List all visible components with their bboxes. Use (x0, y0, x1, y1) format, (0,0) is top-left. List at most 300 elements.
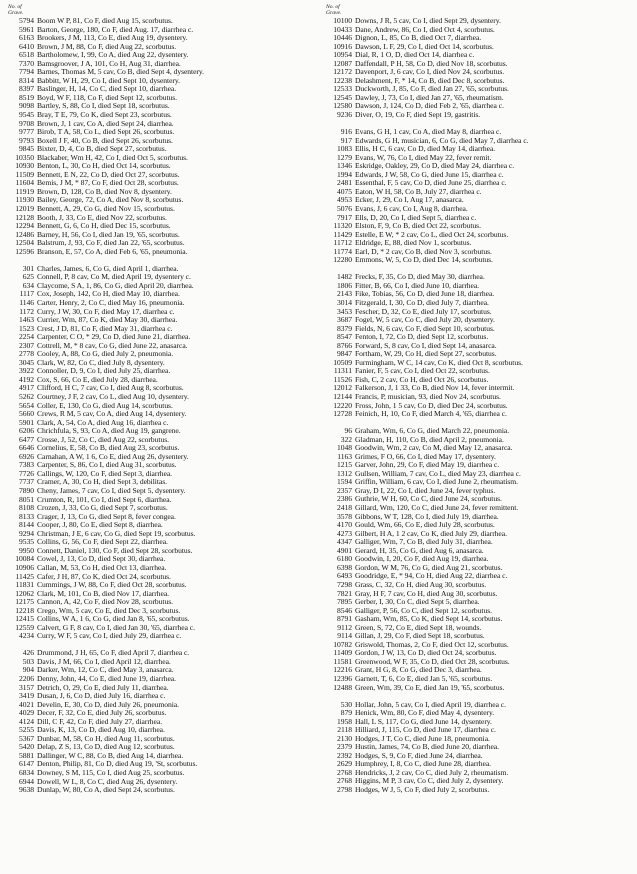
grave-number: 7737 (19, 478, 34, 487)
record-text: Francis, P, musician, 93, died Nov 24, scorbutus. (355, 392, 501, 401)
record-text: Downs, J R, 5 cav, Co I, died Sept 29, dysentery. (355, 17, 501, 25)
grave-number: 4021 (19, 700, 34, 709)
record-text: Evans, J, 6 cav, Co I, Aug 8, diarrhea. (355, 204, 468, 213)
burial-record (322, 393, 634, 402)
grave-number: 12596 (15, 247, 34, 256)
grave-number: 5255 (19, 726, 34, 735)
grave-number: 10446 (333, 34, 352, 43)
grave-number: 426 (22, 649, 34, 658)
burial-record (322, 649, 634, 658)
burial-record (4, 487, 316, 496)
burial-record (4, 51, 316, 60)
grave-number: 3045 (19, 358, 34, 367)
record-text: Brown, D, 128, Co B, died Nov 8, dysentery. (37, 187, 172, 196)
letter-section (4, 649, 316, 794)
burial-record (4, 555, 316, 564)
grave-number: 12559 (15, 623, 34, 632)
record-text: Edwards, G H, musician, 6, Co G, died May 7, diarrhea c. (355, 136, 529, 145)
grave-number: 12294 (15, 222, 34, 231)
grave-number: 625 (22, 273, 34, 282)
grave-number: 5367 (19, 734, 34, 743)
burial-record (322, 137, 634, 146)
section-gap (322, 265, 634, 274)
burial-record (322, 17, 634, 26)
grave-number: 9708 (19, 119, 34, 128)
burial-record (322, 367, 634, 376)
grave-number: 10954 (333, 51, 352, 60)
grave-number: 2798 (337, 786, 352, 795)
grave-number: 9950 (19, 546, 34, 555)
burial-record (322, 316, 634, 325)
grave-number-header (8, 4, 38, 17)
grave-number: 6206 (19, 427, 34, 436)
record-text: Bennett, A, 29, Co G, died Nov 15, scorbutus. (37, 205, 175, 214)
burial-record (322, 359, 634, 368)
record-text: Grimes, F O, 66, Co I, died May 17, dysentery. (355, 452, 496, 461)
burial-record (322, 51, 634, 60)
header-line-1: No. of (8, 4, 22, 10)
grave-number: 4273 (337, 529, 352, 538)
burial-record (4, 684, 316, 693)
burial-record (322, 171, 634, 180)
burial-record (4, 427, 316, 436)
record-text: Bray, T E, 79, Co K, died Sept 23, scorbutus. (37, 111, 172, 120)
grave-number: 12062 (15, 589, 34, 598)
burial-record (322, 205, 634, 214)
record-text: Gordon, W M, 76, Co G, died Aug 21, scorbutus. (355, 563, 503, 572)
burial-record (322, 427, 634, 436)
burial-record (322, 521, 634, 530)
grave-number: 11409 (333, 649, 352, 658)
grave-number: 904 (22, 666, 34, 675)
burial-record (4, 760, 316, 769)
record-text: Evans, W, 76, Co I, died May 22, fever remit. (355, 153, 492, 162)
grave-number: 634 (22, 281, 34, 290)
right-column (322, 4, 634, 795)
grave-number: 8519 (19, 93, 34, 102)
grave-number: 7890 (19, 487, 34, 496)
record-text: Clark, A, 54, Co A, died Aug 16, diarrhea c. (37, 418, 169, 427)
grave-number: 4075 (337, 187, 352, 196)
burial-record (322, 607, 634, 616)
burial-record (4, 478, 316, 487)
record-text: Crest, J D, 81, Co F, died May 31, diarrhea c. (37, 324, 173, 333)
grave-number: 6147 (19, 760, 34, 769)
grave-number: 8051 (19, 495, 34, 504)
record-text: Henick, Wm, 80, Co F, died May 4, dysentery. (355, 709, 495, 718)
burial-record (322, 222, 634, 231)
grave-number: 1958 (337, 717, 352, 726)
record-text: Fike, Tobias, 56, Co D, died June 18, diarrhea. (355, 290, 495, 299)
record-text: Elston, F, 9, Co B, died Oct 22, scorbutus. (355, 222, 481, 231)
record-text: Eskridge, Oakley, 29, Co D, died May 24, diarrhea c. (355, 162, 515, 171)
grave-number: 5654 (19, 401, 34, 410)
section-gap (4, 256, 316, 265)
grave-number: 6398 (337, 563, 352, 572)
record-text: Hodges, S, 9, Co F, died June 24, diarrhea. (355, 751, 483, 760)
burial-record (4, 222, 316, 231)
grave-number: 12218 (15, 606, 34, 615)
burial-record (4, 120, 316, 129)
grave-number: 2130 (337, 734, 352, 743)
burial-record (4, 196, 316, 205)
burial-record (322, 624, 634, 633)
burial-record (4, 145, 316, 154)
record-text: Courtney, J F, 2 cav, Co L, died Aug 10, dysentery. (37, 393, 189, 402)
record-text: Benton, L, 30, Co H, died Oct 14, scorbutus. (37, 162, 171, 171)
burial-record (4, 376, 316, 385)
burial-record (322, 333, 634, 342)
burial-record (322, 34, 634, 43)
grave-number: 9112 (337, 623, 352, 632)
record-text: Dial, R, 1 O, D, died Oct 14, diarrhea c. (355, 51, 475, 60)
record-text: Davis, J M, 66, Co I, died April 12, diarrhea. (37, 657, 171, 666)
grave-number: 9793 (19, 136, 34, 145)
burial-record (322, 735, 634, 744)
record-text: Diver, O, 19, Co F, died Sept 19, gastritis. (355, 111, 481, 120)
record-text: Booth, J, 33, Co E, died Nov 22, scorbutus. (37, 213, 167, 222)
grave-number: 10100 (333, 17, 352, 25)
burial-record (322, 641, 634, 650)
burial-record (322, 495, 634, 504)
section-gap (4, 641, 316, 650)
burial-record (322, 769, 634, 778)
burial-record (322, 68, 634, 77)
record-text: Curry, J W, 30, Co F, died May 17, diarrhea c. (37, 307, 175, 316)
grave-number: 12238 (333, 76, 352, 85)
record-text: Daffendall, P H, 58, Co D, died Nov 18, scorbutus. (355, 59, 508, 68)
record-text: Galliger, P, 56, Co C, died Sept 12, scorbutus. (355, 606, 492, 615)
grave-number: 12216 (333, 666, 352, 675)
record-text: Fescher, D, 32, Co E, died July 17, scorbutus. (355, 307, 492, 316)
record-text: Gordon, J W, 13, Co D, died Oct 24, scorbutus. (355, 649, 497, 658)
burial-record (4, 709, 316, 718)
record-text: Clark, M, 101, Co B, died Nov 17, diarrhea. (37, 589, 169, 598)
grave-number: 8314 (19, 76, 34, 85)
burial-record (4, 162, 316, 171)
record-text: Crews, R M, 5 cav, Co A, died Aug 14, dysentery. (37, 410, 187, 419)
record-text: Gerard, H, 35, Co G, died Aug 6, anasarca. (355, 546, 484, 555)
burial-record (322, 214, 634, 223)
grave-number: 9545 (19, 111, 34, 120)
burial-record (322, 325, 634, 334)
record-text: Guthrie, W H, 60, Co C, died June 24, scorbutus. (355, 495, 502, 504)
grave-number: 4347 (337, 538, 352, 547)
record-text: Dowell, W L, 8, Co C, died Aug 26, dysentery. (37, 777, 178, 786)
record-text: Forward, S, 8 cav, Co I, died Sept 14, anasarca. (355, 341, 497, 350)
burial-record (4, 239, 316, 248)
burial-record (4, 607, 316, 616)
grave-number: 5901 (19, 418, 34, 427)
grave-number: 10350 (15, 153, 34, 162)
grave-number: 9847 (337, 350, 352, 359)
burial-record (4, 231, 316, 240)
record-text: Boom W P, 81, Co F, died Aug 15, scorbutus. (37, 17, 173, 25)
grave-number: 11604 (15, 179, 34, 188)
burial-record (322, 256, 634, 265)
grave-number: 12128 (15, 213, 34, 222)
record-text: Barton, George, 180, Co F, died Aug. 17, diarrhea c. (37, 25, 194, 34)
grave-number: 5961 (19, 25, 34, 34)
record-text: Feinich, H, 10, Co F, died March 4, '65, diarrhea c. (355, 410, 507, 419)
grave-number: 2254 (19, 333, 34, 342)
record-text: Davis, K, 13, Co D, died Aug 10, diarrhea. (37, 726, 165, 735)
burial-record (4, 701, 316, 710)
record-text: Cheny, James, 7 cav, Co I, died Sept 5, dysentery. (37, 487, 186, 496)
grave-number: 12087 (333, 59, 352, 68)
burial-record (4, 179, 316, 188)
grave-number: 12012 (333, 384, 352, 393)
grave-number: 8547 (337, 333, 352, 342)
grave-number: 6493 (337, 572, 352, 581)
grave-number: 4917 (19, 384, 34, 393)
grave-number: 2418 (337, 504, 352, 513)
grave-number: 12486 (15, 230, 34, 239)
record-text: Charles, James, 6, Co G, died April 1, diarrhea. (37, 264, 179, 273)
record-text: Crosse, J, 52, Co C, died Aug 22, scorbutus. (37, 435, 169, 444)
letter-section (4, 17, 316, 256)
burial-record (322, 701, 634, 710)
record-text: Cafer, J H, 87, Co K, died Oct 24, scorbutus. (37, 572, 171, 581)
grave-number: 1172 (19, 307, 34, 316)
burial-record (322, 273, 634, 282)
grave-number: 8766 (337, 341, 352, 350)
record-text: Calvert, G F, 8 cav, Co I, died Jan 30, '65, diarrhea c. (37, 623, 195, 632)
record-text: Fenton, I, 72, Co D, died Sept 12, scorbutus. (355, 333, 489, 342)
burial-record (4, 333, 316, 342)
grave-number: 7895 (337, 598, 352, 607)
record-text: Humphrey, I, 8, Co C, died June 28, diarrhea. (355, 760, 492, 769)
header-line-2: Grave. (326, 10, 342, 16)
burial-record (322, 684, 634, 693)
burial-record (322, 547, 634, 556)
grave-number: 12415 (15, 615, 34, 624)
record-text: Develin, E, 30, Co D, died July 26, pneumonia. (37, 700, 179, 709)
record-text: Dawson, J, 124, Co D, died Feb 2, '65, diarrhea c. (355, 102, 504, 111)
burial-record (322, 43, 634, 52)
burial-record (322, 487, 634, 496)
record-text: Dallinger, W C, 88, Co B, died Aug 14, diarrhea. (37, 751, 184, 760)
record-text: Gullsen, William, 7 cav, Co L, died May 23, diarrhea c. (355, 469, 521, 478)
record-text: Ellis, H C, 6 cav, Co D, died May 14, diarrhea. (355, 145, 496, 154)
grave-number: 2206 (19, 675, 34, 684)
section-gap (322, 419, 634, 428)
grave-number: 8791 (337, 615, 352, 624)
burial-record (4, 735, 316, 744)
grave-number: 10906 (15, 563, 34, 572)
grave-number: 2392 (337, 751, 352, 760)
burial-record (4, 581, 316, 590)
burial-record (322, 564, 634, 573)
record-text: Callan, M, 53, Co H, died Oct 13, diarrhea. (37, 563, 167, 572)
burial-record (4, 248, 316, 257)
record-text: Eaton, W H, 58, Co B, July 27, diarrhea c. (355, 187, 482, 196)
burial-record (322, 111, 634, 120)
burial-record (4, 743, 316, 752)
record-text: Greenwood, W F, 35, Co D, died Oct 28, scorbutus. (355, 657, 510, 666)
grave-number: 11831 (15, 581, 34, 590)
grave-number: 3014 (337, 298, 352, 307)
record-text: Babbitt, W H, 29, Co I, died Sept 10, dysentery. (37, 76, 180, 85)
record-text: Bartley, S, 88, Co I, died Sept 18, scorbutus. (37, 102, 170, 111)
burial-record (4, 538, 316, 547)
record-text: Bemis, J M, * 87, Co F, died Oct 28, scorbutus. (37, 179, 179, 188)
burial-record (322, 179, 634, 188)
record-text: Duckworth, J, 85, Co F, died Jan 27, '65, scorbutus. (355, 85, 509, 94)
record-text: Crager, J, 13, Co G, died Sept 8, fever congea. (37, 512, 176, 521)
burial-record (322, 248, 634, 257)
record-text: Galliger, Wm, 7, Co B, died July 31, diarrhea. (355, 538, 493, 547)
record-text: Boxell J F, 40, Co B, died Sept 26, scorbutus. (37, 136, 173, 145)
record-text: Denny, John, 44, Co E, died June 19, diarrhea. (37, 675, 176, 684)
grave-number: 1083 (337, 145, 352, 154)
letter-section (322, 273, 634, 418)
record-text: Balstrum, J, 93, Co F, died Jan 22, '65, scorbutus. (37, 239, 185, 248)
burial-record (322, 572, 634, 581)
record-text: Fogel, W, 5 cav, Co C, died July 20, dysentery. (355, 316, 495, 325)
grave-number: 4124 (19, 717, 34, 726)
record-text: Currier, Wm, 87, Co K, died May 30, diarrhea. (37, 316, 178, 325)
grave-number: 6834 (19, 769, 34, 778)
burial-record (4, 624, 316, 633)
grave-number: 2768 (337, 768, 352, 777)
grave-number: 12280 (333, 256, 352, 265)
burial-record (322, 188, 634, 197)
record-text: Drummond, J H, 65, Co F, died April 7, diarrhea c. (37, 649, 190, 658)
burial-record (322, 308, 634, 317)
record-text: Collins, W A, 1 6, Co G, died Jan 8, '65, scorbutus. (37, 615, 190, 624)
grave-number: 1163 (337, 452, 352, 461)
record-text: Branson, E, 57, Co A, died Feb 6, '65, pneumonia. (37, 247, 188, 256)
burial-record (322, 709, 634, 718)
record-text: Griswold, Thomas, 2, Co F, died Oct 12, scorbutus. (355, 640, 509, 649)
burial-record (4, 632, 316, 641)
burial-record (322, 350, 634, 359)
record-text: Carpenter, S, 86, Co I, died Aug 31, scorbutus. (37, 461, 177, 470)
grave-number: 5660 (19, 410, 34, 419)
burial-record (4, 68, 316, 77)
grave-number: 4901 (337, 546, 352, 555)
grave-number: 11774 (333, 247, 352, 256)
record-text: Baslinger, H, 14, Co C, died Sept 10, diarrhea. (37, 85, 177, 94)
grave-number: 1594 (337, 478, 352, 487)
burial-record (4, 504, 316, 513)
burial-record (322, 231, 634, 240)
record-text: Hall, L S, 117, Co G, died June 14, dysentery. (355, 717, 492, 726)
letter-section (322, 427, 634, 692)
record-text: Cox, S, 66, Co E, died July 28, diarrhea. (37, 375, 158, 384)
record-text: Carpenter, C O, * 29, Co D, died June 21, diarrhea. (37, 333, 191, 342)
record-text: Frecks, F, 35, Co D, died May 30, diarrhea. (355, 273, 485, 282)
grave-number: 917 (340, 136, 352, 145)
grave-number: 7821 (337, 589, 352, 598)
record-text: Brown, J, 1 cav, Co A, died Sept 24, diarrhea. (37, 119, 174, 128)
burial-record (322, 145, 634, 154)
record-text: Christman, J E, 6 cav, Co G, died Sept 19, scorbutus. (37, 529, 196, 538)
burial-record (4, 564, 316, 573)
burial-record (322, 504, 634, 513)
burial-record (4, 26, 316, 35)
record-text: Hollar, John, 5 cav, Co I, died April 19, diarrhea c. (355, 700, 506, 709)
record-text: Collins, G, 56, Co F, died Sept 22, diarrhea. (37, 538, 168, 547)
grave-number: 1994 (337, 170, 352, 179)
grave-number: 1146 (19, 299, 34, 307)
burial-record (322, 632, 634, 641)
record-text: Gasham, Wm, 85, Co K, died Sept 14, scorbutus. (355, 615, 503, 624)
burial-record (322, 786, 634, 795)
burial-record (4, 308, 316, 317)
burial-record (4, 521, 316, 530)
record-text: Gillan, J, 29, Co F, died Sept 18, scorbutus. (355, 632, 485, 641)
record-text: Gibbons, W T, 128, Co I, died July 19, diarrhea. (355, 512, 499, 521)
record-text: Cox, Joseph, 142, Co H, died May 10, diarrhea. (37, 290, 180, 299)
burial-record (4, 359, 316, 368)
grave-number: 6518 (19, 51, 34, 60)
burial-record (322, 60, 634, 69)
burial-record (4, 214, 316, 223)
record-text: Clifford, H C, 7 cav, Co I, died Aug 8, scorbutus. (37, 384, 184, 393)
burial-record (4, 444, 316, 453)
grave-number: 1482 (337, 273, 352, 282)
burial-record (4, 77, 316, 86)
record-text: Grant, H G, 8, Co G, died Dec 3, diarrhea. (355, 666, 482, 675)
grave-number: 1279 (337, 153, 352, 162)
record-text: Curry, W F, 5 cav, Co I, died July 29, diarrhea c. (37, 632, 182, 641)
burial-record (4, 666, 316, 675)
grave-number: 9294 (19, 529, 34, 538)
record-text: Falkerson, J, 1 33, Co B, died Nov 14, fever intermit. (355, 384, 515, 393)
grave-number: 5262 (19, 393, 34, 402)
burial-record (322, 376, 634, 385)
burial-record (322, 777, 634, 786)
grave-number: 10509 (333, 358, 352, 367)
burial-record (322, 26, 634, 35)
record-text: Coller, E, 130, Co G, died Aug 14, scorbutus. (37, 401, 173, 410)
letter-section (322, 17, 634, 120)
burial-record (4, 692, 316, 701)
record-text: Green, Wm, 39, Co E, died Jan 19, '65, scorbutus. (355, 683, 505, 692)
burial-record (322, 598, 634, 607)
record-text: Dawley, J, 73, Co I, died Jan 27, '65, rheumatism. (355, 93, 504, 102)
record-text: Green, S, 72, Co E, died Sept 18, wounds. (355, 623, 482, 632)
burial-record (4, 496, 316, 505)
grave-number: 3687 (337, 316, 352, 325)
grave-number: 2386 (337, 495, 352, 504)
grave-number: 10433 (333, 25, 352, 34)
record-text: Bamsgroover, J A, 101, Co H, Aug 31, diarrhea. (37, 59, 181, 68)
grave-number: 9535 (19, 538, 34, 547)
burial-record (4, 137, 316, 146)
burial-record (4, 205, 316, 214)
grave-number: 530 (340, 700, 352, 709)
letter-section (4, 265, 316, 641)
section-gap (322, 120, 634, 129)
burial-record (322, 555, 634, 564)
grave-number: 3453 (337, 307, 352, 316)
record-text: Dill, C F, 42, Co F, died July 27, diarrhea. (37, 717, 163, 726)
grave-number: 12545 (333, 93, 352, 102)
grave-number: 4029 (19, 709, 34, 718)
grave-number: 12396 (333, 674, 352, 683)
burial-record (322, 470, 634, 479)
grave-number: 9845 (19, 145, 34, 154)
record-text: Gray, D I, 22, Co I, died June 24, fever typhus. (355, 486, 496, 495)
grave-number: 7383 (19, 461, 34, 470)
burial-record (322, 162, 634, 171)
record-text: Dunbar, M, 58, Co H, died Aug 11, scorbutus. (37, 734, 175, 743)
grave-number: 8108 (19, 504, 34, 513)
burial-record (4, 752, 316, 761)
